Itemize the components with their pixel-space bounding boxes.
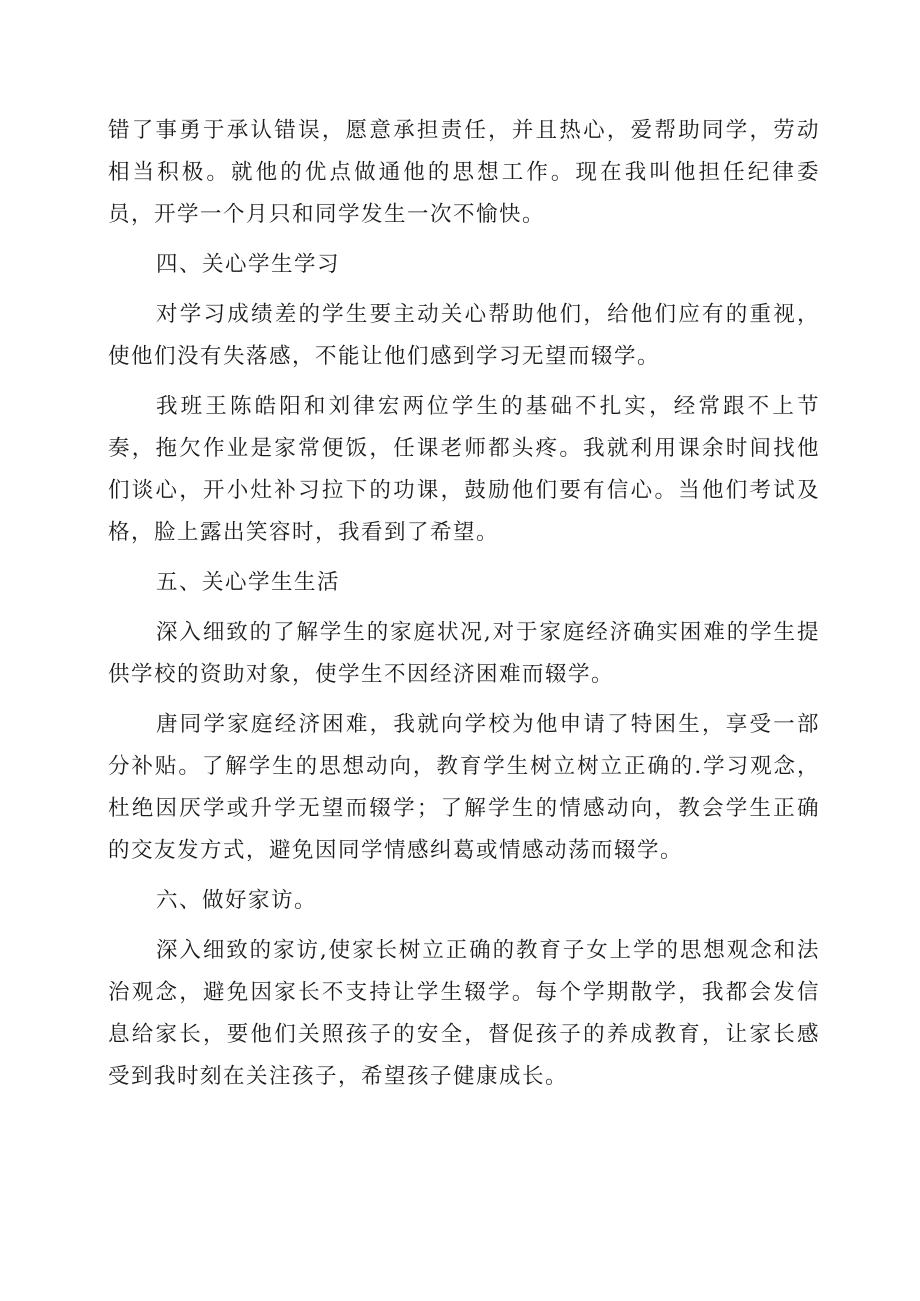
document-body: [108, 110, 820, 1106]
paragraph: 唐同学家庭经济困难，我就向学校为他申请了特困生，享受一部分补贴。了解学生的思想动向，教育学生树立树立正确的.学习观念，杜绝因厌学或升学无望而辍学；了解学生的情感动向，教会学生正确的交友发方式，避免因同学情感纠葛或情感动荡而辍学。: [108, 712, 820, 863]
paragraph: 深入细致的家访,使家长树立正确的教育子女上学的思想观念和法治观念，避免因家长不支持让学生辍学。每个学期散学，我都会发信息给家长，要他们关照孩子的安全，督促孩子的养成教育，让家长感受到我时刻在关注孩子，希望孩子健康成长。: [108, 938, 820, 1089]
paragraph-continuation: 错了事勇于承认错误，愿意承担责任，并且热心，爱帮助同学，劳动相当积极。就他的优点做通他的思想工作。现在我叫他担任纪律委员，开学一个月只和同学发生一次不愉快。: [108, 118, 820, 227]
section-heading-6: 六、做好家访。: [156, 888, 318, 913]
paragraph: 深入细致的了解学生的家庭状况,对于家庭经济确实困难的学生提供学校的资助对象，使学生不因经济困难而辍学。: [108, 620, 820, 687]
section-heading-4: 四、关心学生学习: [156, 252, 341, 277]
paragraph: 我班王陈皓阳和刘律宏两位学生的基础不扎实，经常跟不上节奏，拖欠作业是家常便饭，任课老师都头疼。我就利用课余时间找他们谈心，开小灶补习拉下的功课，鼓励他们要有信心。当他们考试及格，脸上露出笑容时，我看到了希望。: [108, 394, 820, 545]
paragraph: 对学习成绩差的学生要主动关心帮助他们，给他们应有的重视，使他们没有失落感，不能让他们感到学习无望而辍学。: [108, 302, 820, 369]
section-heading-5: 五、关心学生生活: [156, 570, 341, 595]
